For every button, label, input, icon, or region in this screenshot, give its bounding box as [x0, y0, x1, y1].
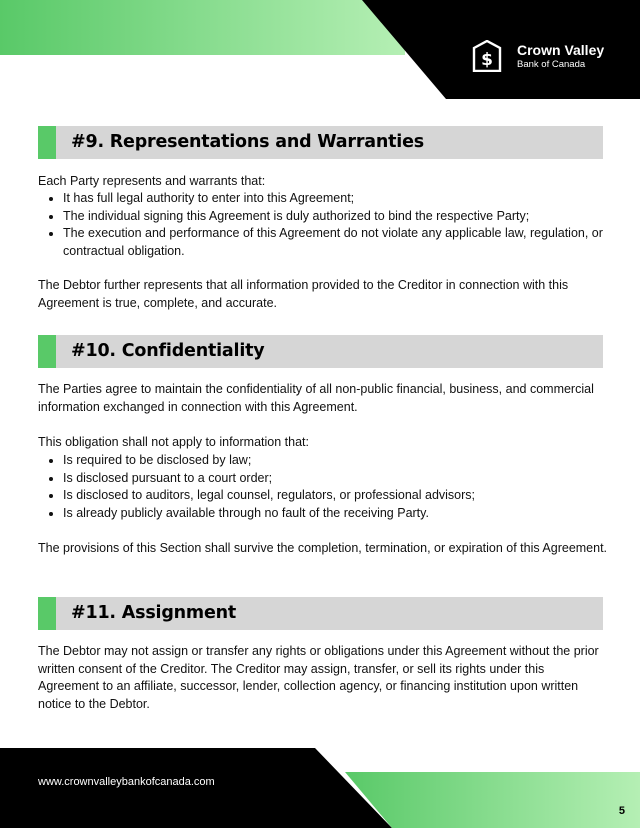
- section-title: #9. Representations and Warranties: [71, 132, 424, 152]
- list-item: • Is disclosed pursuant to a court order;: [63, 470, 623, 488]
- section-closing: The provisions of this Section shall survive the completion, termination, or expiration of this Agreement.: [38, 541, 608, 555]
- section-title: #10. Confidentiality: [71, 341, 265, 361]
- list-item: • Is required to be disclosed by law;: [63, 452, 623, 470]
- list-item: • It has full legal authority to enter into this Agreement;: [63, 190, 623, 208]
- section-heading-representations: [38, 126, 603, 159]
- section-intro: The Parties agree to maintain the confidentiality of all non-public financial, business, and commercial information exchanged in connection with this Agreement.: [38, 382, 594, 414]
- section-heading-assignment: [38, 597, 603, 630]
- section-intro: Each Party represents and warrants that:: [38, 174, 266, 188]
- footer-green-band: [345, 772, 640, 828]
- section-title: #11. Assignment: [71, 603, 237, 623]
- header-green-band: [0, 0, 405, 55]
- bullet-list: [38, 452, 623, 522]
- list-item: • The execution and performance of this Agreement do not violate any applicable law, regulation, or contractual obligation.: [63, 225, 623, 260]
- list-intro: This obligation shall not apply to information that:: [38, 435, 309, 449]
- heading-accent-bar: [38, 597, 56, 630]
- list-item: • The individual signing this Agreement is duly authorized to bind the respective Party;: [63, 208, 623, 226]
- heading-accent-bar: [38, 126, 56, 159]
- section-closing: The Debtor further represents that all information provided to the Creditor in connection with this Agreement is true, complete, and accurate.: [38, 278, 569, 310]
- footer-black-band: [0, 748, 392, 828]
- section-heading-confidentiality: [38, 335, 603, 368]
- list-item: • Is disclosed to auditors, legal counsel, regulators, or professional advisors;: [63, 487, 623, 505]
- brand-subtitle: Bank of Canada: [517, 59, 586, 70]
- brand-name: Crown Valley: [517, 42, 605, 58]
- heading-accent-bar: [38, 335, 56, 368]
- page-number: 5: [618, 805, 625, 817]
- svg-text:$: $: [481, 50, 493, 70]
- section-body: The Debtor may not assign or transfer any rights or obligations under this Agreement without the prior written consent of the Creditor. The Creditor may assign, transfer, or sell its rights under this Agreement to an affiliate, successor, lender, collection agency, or financing institution upon written notice to the Debtor.: [38, 644, 599, 711]
- shield-dollar-icon: [472, 40, 502, 72]
- footer-decoration: [0, 748, 640, 828]
- footer-website-link[interactable]: www.crownvalleybankofcanada.com: [38, 776, 215, 788]
- bullet-list: [38, 190, 623, 260]
- list-item: • Is already publicly available through no fault of the receiving Party.: [63, 505, 623, 523]
- brand-logo: [472, 40, 632, 74]
